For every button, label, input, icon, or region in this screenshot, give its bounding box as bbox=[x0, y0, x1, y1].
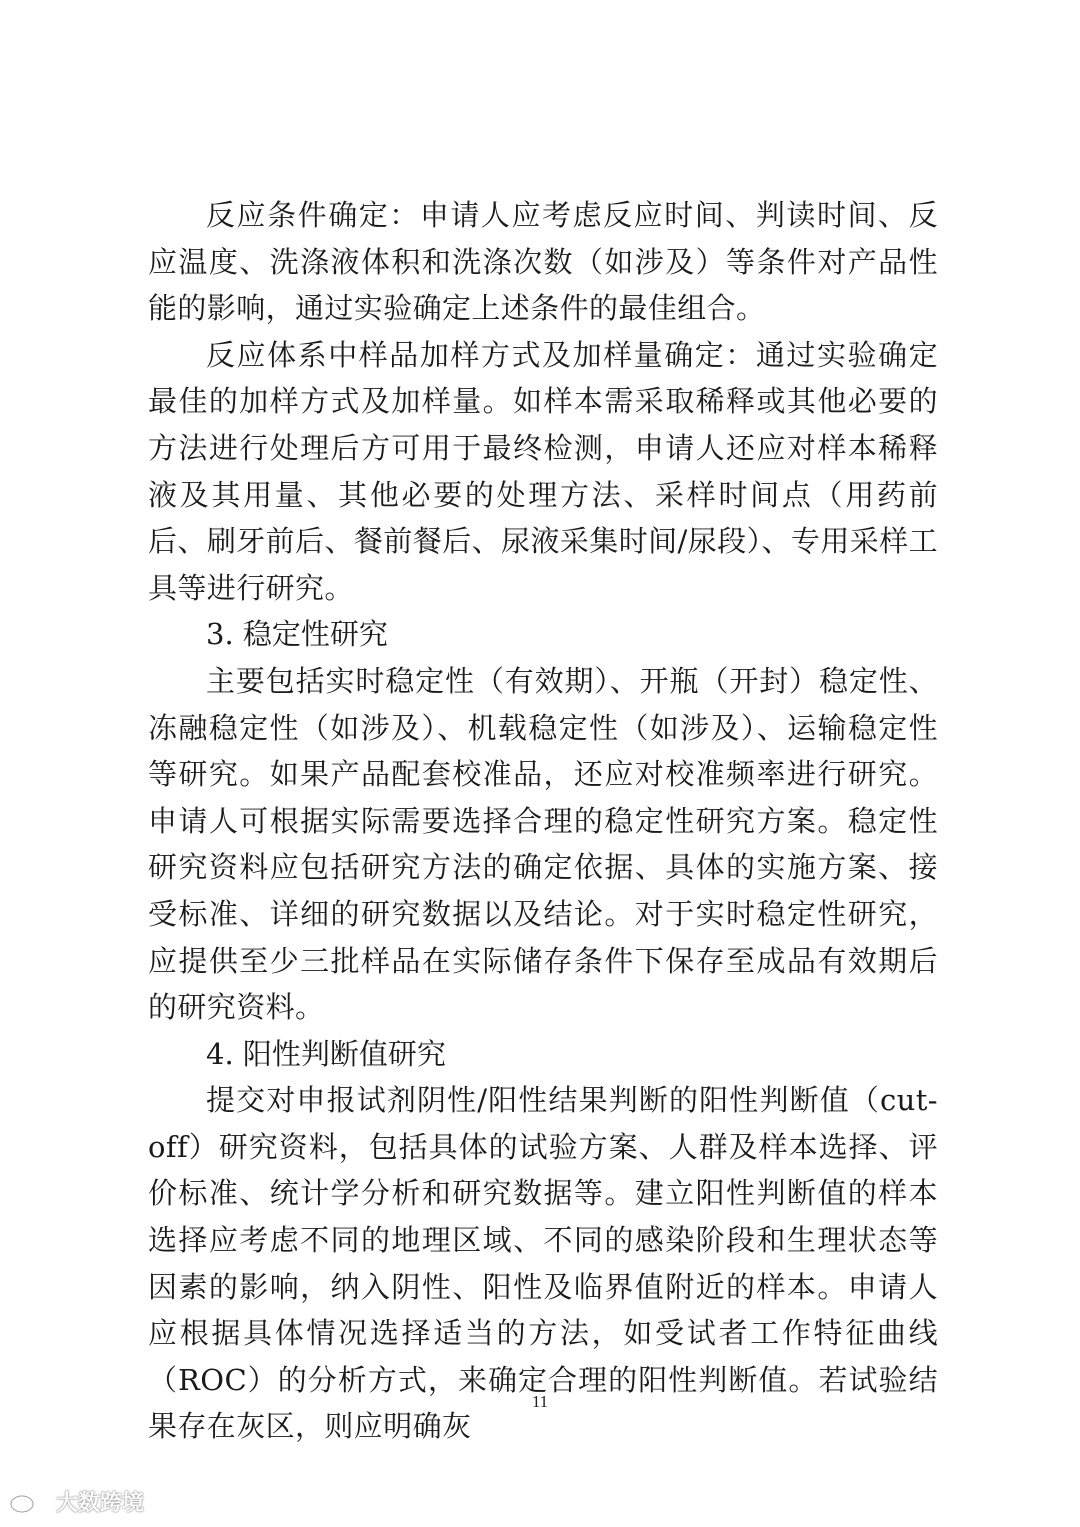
paragraph-reaction-conditions: 反应条件确定：申请人应考虑反应时间、判读时间、反应温度、洗涤液体积和洗涤次数（如涉及）等条件对产品性能的影响，通过实验确定上述条件的最佳组合。 bbox=[148, 198, 938, 326]
paragraph-sample-loading: 反应体系中样品加样方式及加样量确定：通过实验确定最佳的加样方式及加样量。如样本需采取稀释或其他必要的方法进行处理后方可用于最终检测，申请人还应对样本稀释液及其用量、其他必要的处理方法、采样时间点（用药前后、刷牙前后、餐前餐后、尿液采集时间/尿段）、专用采样工具等进行研究。 bbox=[148, 337, 938, 605]
page-number: 11 bbox=[531, 1392, 549, 1411]
paragraph-cutoff: 提交对申报试剂阴性/阳性结果判断的阳性判断值（cut-off）研究资料，包括具体的试验方案、人群及样本选择、评价标准、统计学分析和研究数据等。建立阳性判断值的样本选择应考虑不同的地理区域、不同的感染阶段和生理状态等因素的影响，纳入阴性、阳性及临界值附近的样本。申请人应根据具体情况选择适当的方法，如受试者工作特征曲线（ROC）的分析方式，来确定合理的阳性判断值。若试验结果存在灰区，则应明确灰 bbox=[148, 1083, 938, 1444]
weibo-logo-icon bbox=[8, 1489, 52, 1515]
document-body bbox=[148, 192, 938, 1450]
watermark bbox=[8, 1486, 144, 1517]
paragraph-stability: 主要包括实时稳定性（有效期）、开瓶（开封）稳定性、冻融稳定性（如涉及）、机载稳定性（如涉及）、运输稳定性等研究。如果产品配套校准品，还应对校准频率进行研究。申请人可根据实际需要选择合理的稳定性研究方案。稳定性研究资料应包括研究方法的确定依据、具体的实施方案、接受标准、详细的研究数据以及结论。对于实时稳定性研究，应提供至少三批样品在实际储存条件下保存至成品有效期后的研究资料。 bbox=[148, 663, 938, 1025]
section-heading-stability: 3. 稳定性研究 bbox=[206, 617, 388, 652]
section-heading-cutoff: 4. 阳性判断值研究 bbox=[206, 1036, 446, 1071]
watermark-text: 大数跨境 bbox=[56, 1491, 145, 1516]
